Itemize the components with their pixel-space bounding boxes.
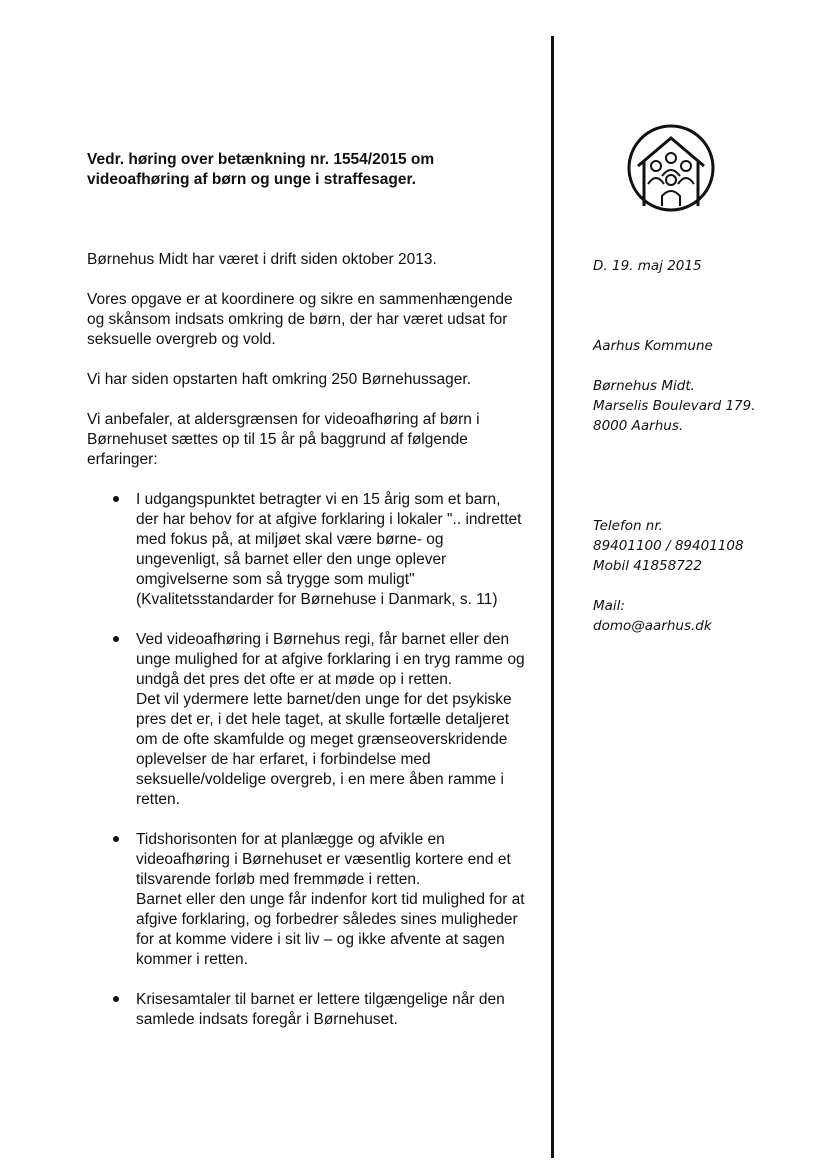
bullet-line: Ved videoafhøring i Børnehus regi, får barnet eller den bbox=[136, 631, 510, 648]
bullet-line: undgå det pres det ofte er at møde op i retten. bbox=[136, 671, 453, 688]
bullet-line: Krisesamtaler til barnet er lettere tilgængelige når den bbox=[136, 991, 505, 1008]
bullet-line: tilsvarende forløb med fremmøde i retten. bbox=[136, 871, 421, 888]
bullet-line: I udgangspunktet betragter vi en 15 årig som et barn, bbox=[136, 491, 501, 508]
paragraph-line: Børnehus Midt har været i drift siden oktober 2013. bbox=[87, 251, 437, 268]
paragraph-line: Vores opgave er at koordinere og sikre en sammenhængende bbox=[87, 291, 513, 308]
paragraph-line: seksuelle overgreb og vold. bbox=[87, 331, 276, 348]
bullet-line: unge mulighed for at afgive forklaring i en tryg ramme og bbox=[136, 651, 525, 668]
mail-address: domo@aarhus.dk bbox=[593, 618, 712, 634]
organization bbox=[593, 336, 813, 356]
paragraph-task bbox=[87, 290, 542, 350]
paragraph-line: og skånsom indsats omkring de børn, der har været udsat for bbox=[87, 311, 508, 328]
paragraph-intro bbox=[87, 250, 542, 270]
phone-label: Telefon nr. bbox=[593, 518, 663, 534]
bullet-line: pres det er, i det hele taget, at skulle fortælle detaljeret bbox=[136, 711, 510, 728]
paragraph-cases bbox=[87, 370, 542, 390]
phone-number: 89401100 / 89401108 bbox=[593, 538, 744, 554]
bullet-dot bbox=[113, 996, 119, 1002]
phone-block bbox=[593, 516, 813, 576]
bullet-dot bbox=[113, 836, 119, 842]
bullet-line: videoafhøring i Børnehuset er væsentlig kortere end et bbox=[136, 851, 511, 868]
bullet-line: afgive forklaring, og forbedrer således sines muligheder bbox=[136, 911, 518, 928]
bullet-line: kommer i retten. bbox=[136, 951, 248, 968]
house-with-family-logo bbox=[622, 124, 720, 212]
subject-heading bbox=[87, 150, 542, 190]
bullet-line: Det vil ydermere lette barnet/den unge for det psykiske bbox=[136, 691, 512, 708]
bullet-line: om de ofte skamfulde og meget grænseoverskridende bbox=[136, 731, 508, 748]
bullet-line: med fokus på, at miljøet skal være børne- og bbox=[136, 531, 444, 548]
bullet-text bbox=[136, 990, 556, 1030]
paragraph-line: Vi anbefaler, at aldersgrænsen for videoafhøring af børn i bbox=[87, 411, 480, 428]
bullet-line: omgivelserne som så trygge som muligt" bbox=[136, 571, 415, 588]
date-text: D. 19. maj 2015 bbox=[593, 258, 702, 274]
paragraph-line: erfaringer: bbox=[87, 451, 158, 468]
subject-line: Vedr. høring over betænkning nr. 1554/2015 om bbox=[87, 151, 435, 168]
bullet-dot bbox=[113, 496, 119, 502]
mobile-number: Mobil 41858722 bbox=[593, 558, 702, 574]
bullet-text bbox=[136, 630, 556, 810]
letter-date bbox=[593, 256, 813, 276]
mail-block bbox=[593, 596, 813, 636]
bullet-text bbox=[136, 490, 556, 610]
bullet-line: samlede indsats foregår i Børnehuset. bbox=[136, 1011, 398, 1028]
address-line: Børnehus Midt. bbox=[593, 378, 695, 394]
bullet-line: for at komme videre i sit liv – og ikke afvente at sagen bbox=[136, 931, 505, 948]
bullet-line: Tidshorisonten for at planlægge og afvikle en bbox=[136, 831, 445, 848]
paragraph-line: Vi har siden opstarten haft omkring 250 Børnehussager. bbox=[87, 371, 471, 388]
mail-label: Mail: bbox=[593, 598, 625, 614]
subject-line: videoafhøring af børn og unge i straffesager. bbox=[87, 171, 416, 188]
bullet-line: Barnet eller den unge får indenfor kort tid mulighed for at bbox=[136, 891, 525, 908]
bullet-line: der har behov for at afgive forklaring i lokaler ".. indrettet bbox=[136, 511, 522, 528]
bullet-line: oplevelser de har erfaret, i forbindelse med bbox=[136, 751, 431, 768]
paragraph-recommendation bbox=[87, 410, 542, 470]
bullet-line: (Kvalitetsstandarder for Børnehuse i Danmark, s. 11) bbox=[136, 591, 498, 608]
bullet-text bbox=[136, 830, 556, 970]
address-block bbox=[593, 376, 813, 436]
bullet-line: retten. bbox=[136, 791, 180, 808]
bullet-line: ungevenligt, så barnet eller den unge oplever bbox=[136, 551, 447, 568]
bullet-dot bbox=[113, 636, 119, 642]
bullet-line: seksuelle/voldelige overgreb, i en mere åben ramme i bbox=[136, 771, 504, 788]
address-line: 8000 Aarhus. bbox=[593, 418, 684, 434]
paragraph-line: Børnehuset sættes op til 15 år på baggrund af følgende bbox=[87, 431, 468, 448]
organization-name: Aarhus Kommune bbox=[593, 338, 713, 354]
address-line: Marselis Boulevard 179. bbox=[593, 398, 756, 414]
